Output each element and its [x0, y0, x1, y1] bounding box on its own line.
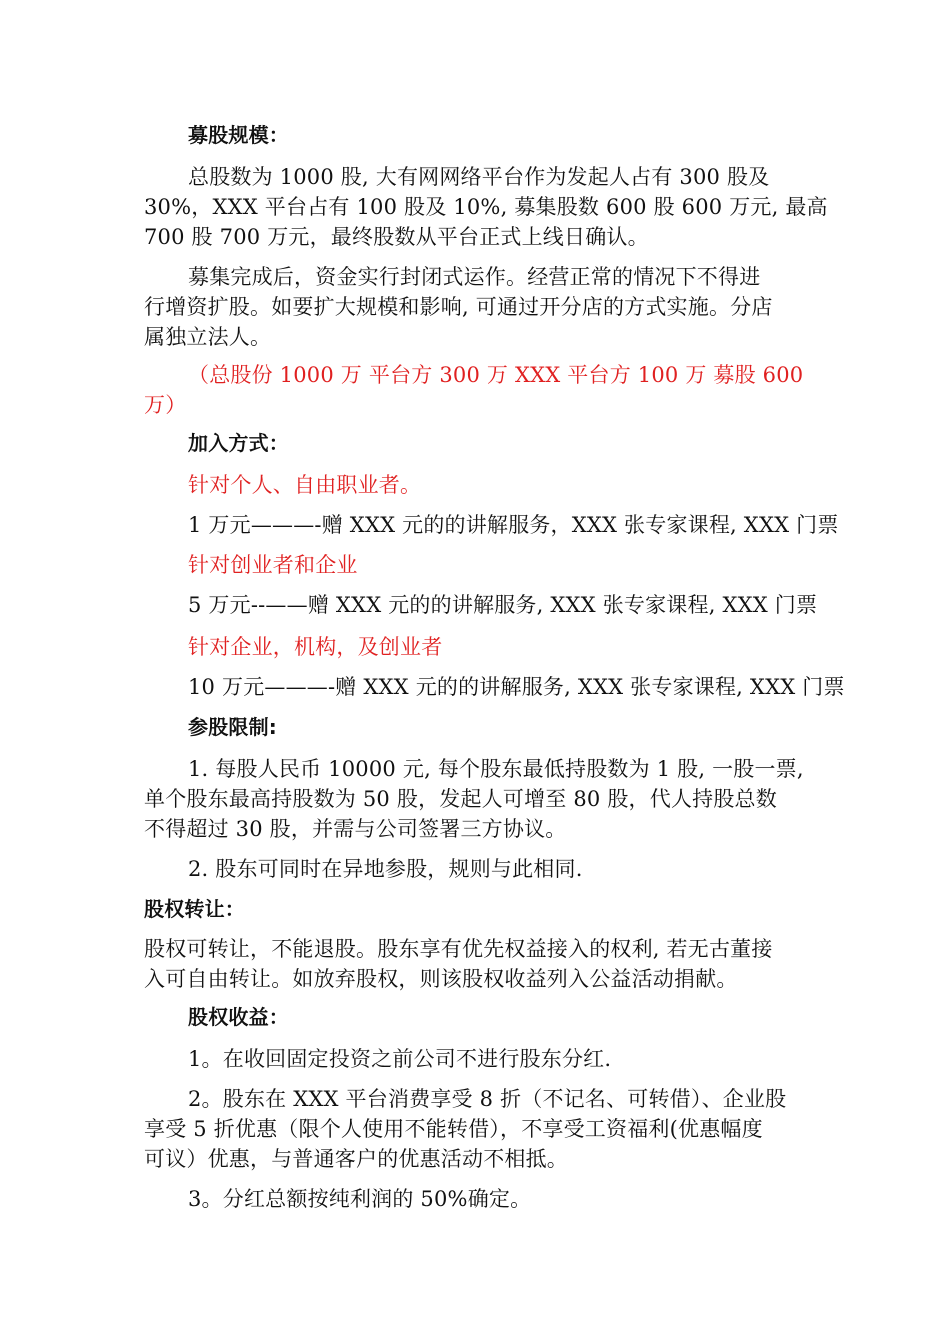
join-target-3: 针对企业，机构，及创业者: [188, 635, 443, 659]
scale-paragraph-2-line-2: 行增资扩股。如要扩大规模和影响, 可通过开分店的方式实施。分店: [144, 295, 773, 319]
limits-paragraph-1-line-3: 不得超过 30 股，并需与公司签署三方协议。: [144, 817, 567, 841]
heading-transfer: 股权转让：: [144, 897, 245, 921]
scale-note-line-1: （总股份 1000 万 平台方 300 万 XXX 平台方 100 万 募股 600: [188, 363, 804, 387]
join-detail-2: 5 万元--——赠 XXX 元的的讲解服务, XXX 张专家课程, XXX 门票: [188, 593, 818, 617]
limits-paragraph-1-line-2: 单个股东最高持股数为 50 股，发起人可增至 80 股，代人持股总数: [144, 787, 777, 811]
transfer-paragraph-line-2: 入可自由转让。如放弃股权，则该股权收益列入公益活动捐献。: [144, 967, 738, 991]
join-target-2: 针对创业者和企业: [188, 553, 358, 577]
scale-paragraph-1-line-2: 30%，XXX 平台占有 100 股及 10%, 募集股数 600 股 600 万元, 最高: [144, 195, 828, 219]
join-detail-1: 1 万元———-赠 XXX 元的的讲解服务，XXX 张专家课程, XXX 门票: [188, 513, 839, 537]
income-paragraph-2-line-2: 享受 5 折优惠（限个人使用不能转借），不享受工资福利(优惠幅度: [144, 1117, 763, 1141]
income-paragraph-1: 1。在收回固定投资之前公司不进行股东分红.: [188, 1047, 612, 1071]
limits-paragraph-1-line-1: 1. 每股人民币 10000 元, 每个股东最低持股数为 1 股, 一股一票,: [188, 757, 804, 781]
scale-paragraph-1-line-3: 700 股 700 万元，最终股数从平台正式上线日确认。: [144, 225, 649, 249]
transfer-paragraph-line-1: 股权可转让，不能退股。股东享有优先权益接入的权利, 若无古董接: [144, 937, 773, 961]
join-detail-3: 10 万元———-赠 XXX 元的的讲解服务, XXX 张专家课程, XXX 门票: [188, 675, 845, 699]
income-paragraph-2-line-3: 可议）优惠，与普通客户的优惠活动不相抵。: [144, 1147, 568, 1171]
income-paragraph-3: 3。分红总额按纯利润的 50%确定。: [188, 1187, 532, 1211]
heading-income: 股权收益：: [188, 1005, 289, 1029]
scale-paragraph-2-line-1: 募集完成后，资金实行封闭式运作。经营正常的情况下不得进: [188, 265, 761, 289]
join-target-1: 针对个人、自由职业者。: [188, 473, 422, 497]
scale-note-line-2: 万）: [144, 393, 187, 417]
heading-scale: 募股规模：: [188, 123, 289, 147]
scale-paragraph-1-line-1: 总股数为 1000 股, 大有网网络平台作为发起人占有 300 股及: [188, 165, 770, 189]
scale-paragraph-2-line-3: 属独立法人。: [144, 325, 272, 349]
heading-limits: 参股限制:: [188, 715, 277, 739]
heading-join: 加入方式：: [188, 431, 289, 455]
income-paragraph-2-line-1: 2。股东在 XXX 平台消费享受 8 折（不记名、可转借）、企业股: [188, 1087, 787, 1111]
limits-paragraph-2: 2. 股东可同时在异地参股，规则与此相同.: [188, 857, 583, 881]
